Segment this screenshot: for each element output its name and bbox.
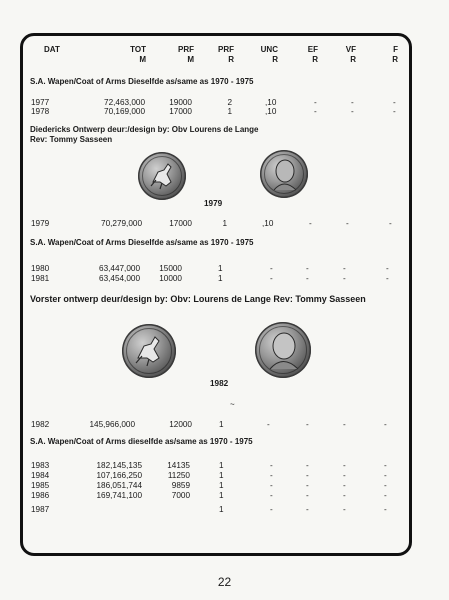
header-prf-m: PRF bbox=[178, 45, 194, 54]
cell-prf: 17000 bbox=[169, 219, 192, 228]
cell-prf-r: 1 bbox=[219, 491, 224, 500]
cell-vf: - bbox=[343, 491, 346, 500]
cell-year: 1986 bbox=[31, 491, 50, 500]
cell-vf: - bbox=[343, 274, 346, 283]
header-tot: TOT bbox=[130, 45, 146, 54]
page-number: 22 bbox=[217, 575, 232, 589]
cell-f: - bbox=[393, 98, 396, 107]
header-f: F bbox=[393, 45, 398, 54]
cell-ef: - bbox=[314, 98, 317, 107]
cell-vf: - bbox=[351, 107, 354, 116]
cell-prf: 15000 bbox=[159, 264, 182, 273]
section-title-coat-of-arms-3: S.A. Wapen/Coat of Arms dieselfde as/same as 1970 - 1975 bbox=[30, 437, 253, 446]
header-f-unit: R bbox=[392, 55, 398, 64]
cell-ef: - bbox=[314, 107, 317, 116]
cell-year: 1977 bbox=[31, 98, 50, 107]
header-prf-m-unit: M bbox=[187, 55, 194, 64]
cell-prf-r: 1 bbox=[219, 461, 224, 470]
cell-f: - bbox=[389, 219, 392, 228]
cell-unc: - bbox=[270, 264, 273, 273]
cell-tot: 70,279,000 bbox=[101, 219, 142, 228]
cell-prf-r: 2 bbox=[227, 98, 232, 107]
cell-f: - bbox=[386, 274, 389, 283]
cell-ef: - bbox=[306, 461, 309, 470]
header-dat: DAT bbox=[44, 45, 60, 54]
cell-ef: - bbox=[306, 420, 309, 429]
cell-f: - bbox=[384, 461, 387, 470]
cell-prf: 17000 bbox=[169, 107, 192, 116]
cell-unc: - bbox=[267, 420, 270, 429]
cell-tot: 63,454,000 bbox=[99, 274, 140, 283]
cell-year: 1979 bbox=[31, 219, 50, 228]
cell-year: 1982 bbox=[31, 420, 50, 429]
cell-unc: ,10 bbox=[262, 219, 274, 228]
coin-year-1979: 1979 bbox=[204, 199, 223, 208]
header-prf-r: PRF bbox=[218, 45, 234, 54]
cell-prf-r: 1 bbox=[218, 274, 223, 283]
cell-tot: 186,051,744 bbox=[96, 481, 142, 490]
cell-ef: - bbox=[306, 264, 309, 273]
cell-vf: - bbox=[343, 461, 346, 470]
cell-tot: 72,463,000 bbox=[104, 98, 145, 107]
cell-unc: - bbox=[270, 274, 273, 283]
cell-unc: - bbox=[270, 491, 273, 500]
header-vf-unit: R bbox=[350, 55, 356, 64]
cell-tot: 63,447,000 bbox=[99, 264, 140, 273]
cell-vf: - bbox=[351, 98, 354, 107]
cell-prf: 12000 bbox=[169, 420, 192, 429]
section-title-coat-of-arms-2: S.A. Wapen/Coat of Arms Dieselfde as/same as 1970 - 1975 bbox=[30, 238, 254, 247]
header-vf: VF bbox=[345, 45, 356, 54]
cell-year: 1981 bbox=[31, 274, 50, 283]
springbok-coin-icon bbox=[122, 324, 176, 378]
cell-prf-r: 1 bbox=[219, 471, 224, 480]
cell-vf: - bbox=[343, 481, 346, 490]
section-title-diedericks: Diedericks Ontwerp deur:/design by: Obv Lourens de Lange bbox=[30, 125, 259, 134]
header-unc-unit: R bbox=[272, 55, 278, 64]
cell-year: 1978 bbox=[31, 107, 50, 116]
cell-ef: - bbox=[306, 491, 309, 500]
cell-f: - bbox=[393, 107, 396, 116]
cell-prf: 14135 bbox=[167, 461, 190, 470]
header-ef: EF bbox=[307, 45, 318, 54]
cell-year: 1984 bbox=[31, 471, 50, 480]
cell-unc: - bbox=[270, 471, 273, 480]
portrait-coin-icon bbox=[260, 150, 308, 198]
cell-prf: 11250 bbox=[167, 471, 190, 480]
cell-unc: - bbox=[270, 481, 273, 490]
cell-tot: 70,169,000 bbox=[104, 107, 145, 116]
cell-prf-r: 1 bbox=[227, 107, 232, 116]
cell-vf: - bbox=[343, 264, 346, 273]
cell-f: - bbox=[384, 491, 387, 500]
header-unc: UNC bbox=[260, 45, 278, 54]
cell-vf: - bbox=[343, 505, 346, 514]
cell-year: 1987 bbox=[31, 505, 50, 514]
cell-prf-r: 1 bbox=[219, 481, 224, 490]
cell-unc: ,10 bbox=[265, 107, 277, 116]
coin-year-1982: 1982 bbox=[210, 379, 229, 388]
cell-ef: - bbox=[306, 481, 309, 490]
portrait-coin-icon bbox=[255, 322, 311, 378]
cell-prf: 9859 bbox=[171, 481, 190, 490]
cell-prf: 7000 bbox=[171, 491, 190, 500]
cell-year: 1985 bbox=[31, 481, 50, 490]
cell-f: - bbox=[384, 481, 387, 490]
section-title-vorster: Vorster ontwerp deur/design by: Obv: Lourens de Lange Rev: Tommy Sasseen bbox=[30, 294, 366, 304]
cell-tot: 107,166,250 bbox=[96, 471, 142, 480]
cell-unc: ,10 bbox=[265, 98, 277, 107]
cell-unc: - bbox=[270, 505, 273, 514]
cell-prf: 10000 bbox=[159, 274, 182, 283]
cell-prf-r: 1 bbox=[219, 505, 224, 514]
cell-unc: - bbox=[270, 461, 273, 470]
cell-vf: - bbox=[346, 219, 349, 228]
cell-tot: 169,741,100 bbox=[96, 491, 142, 500]
header-tot-unit: M bbox=[139, 55, 146, 64]
cell-tot: 182,145,135 bbox=[96, 461, 142, 470]
cell-vf: - bbox=[343, 420, 346, 429]
cell-prf-r: 1 bbox=[218, 264, 223, 273]
section-subtitle-diedericks: Rev: Tommy Sasseen bbox=[30, 135, 113, 144]
stray-mark: ~ bbox=[230, 400, 235, 409]
cell-ef: - bbox=[306, 505, 309, 514]
cell-prf: 19000 bbox=[169, 98, 192, 107]
cell-f: - bbox=[384, 471, 387, 480]
cell-prf-r: 1 bbox=[219, 420, 224, 429]
cell-year: 1980 bbox=[31, 264, 50, 273]
cell-ef: - bbox=[309, 219, 312, 228]
cell-vf: - bbox=[343, 471, 346, 480]
cell-tot: 145,966,000 bbox=[89, 420, 135, 429]
cell-f: - bbox=[386, 264, 389, 273]
section-title-coat-of-arms-1: S.A. Wapen/Coat of Arms Dieselfde as/same as 1970 - 1975 bbox=[30, 77, 254, 86]
springbok-coin-icon bbox=[138, 152, 186, 200]
cell-ef: - bbox=[306, 274, 309, 283]
cell-year: 1983 bbox=[31, 461, 50, 470]
cell-f: - bbox=[384, 420, 387, 429]
header-prf-r-unit: R bbox=[228, 55, 234, 64]
cell-ef: - bbox=[306, 471, 309, 480]
cell-prf-r: 1 bbox=[222, 219, 227, 228]
header-ef-unit: R bbox=[312, 55, 318, 64]
cell-f: - bbox=[384, 505, 387, 514]
